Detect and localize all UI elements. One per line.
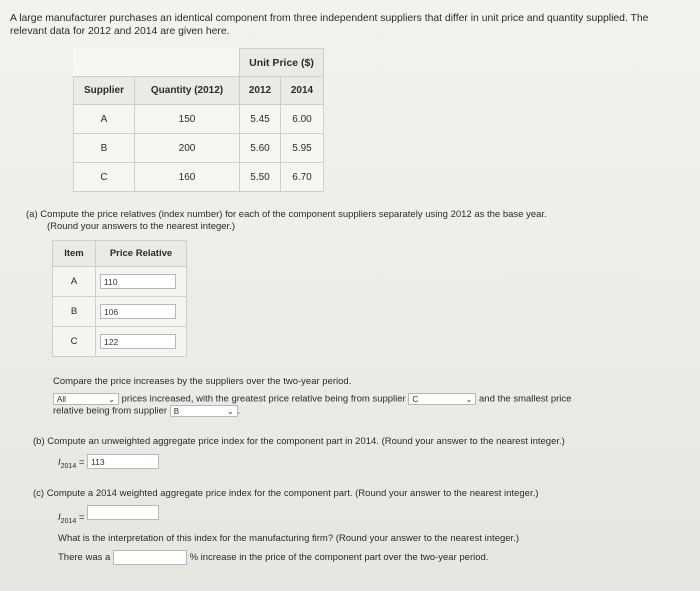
cell-price-2014: 6.70 [281, 163, 324, 192]
compare-line2-text: relative being from supplier [53, 405, 168, 417]
index-subscript: 2014 [60, 517, 77, 525]
supplier-table [73, 48, 324, 192]
cell-price-2012: 5.60 [240, 134, 281, 163]
header-quantity: Quantity (2012) [135, 77, 240, 105]
cell-price-2012: 5.45 [240, 105, 281, 134]
part-a-question [26, 209, 676, 233]
cell-item: B [53, 297, 96, 327]
price-relative-table [52, 240, 187, 357]
weighted-index-input[interactable] [87, 505, 159, 520]
equals-sign: = [78, 457, 85, 468]
cell-price-2012: 5.50 [240, 163, 281, 192]
price-relative-input-a[interactable]: 110 [100, 274, 176, 289]
part-b-question [33, 436, 683, 448]
cell-item: A [53, 267, 96, 297]
select-greatest-value: C [412, 395, 419, 404]
table-row [74, 105, 324, 134]
problem-intro: A large manufacturer purchases an identical component from three independent suppliers that differ in unit price and quantity supplied. The relevant data for 2012 and 2014 are given here. [10, 13, 649, 37]
index-subscript: 2014 [60, 462, 77, 470]
cell-price-2014: 5.95 [281, 134, 324, 163]
chevron-down-icon: ⌄ [227, 407, 234, 416]
select-greatest-dropdown[interactable] [408, 393, 476, 405]
part-c-label: (c) [33, 488, 45, 499]
table-row [53, 297, 187, 327]
header-2012: 2012 [240, 77, 281, 105]
compare-line2: relative being from supplier B ⌄ . [53, 405, 241, 417]
header-2014: 2014 [281, 77, 324, 105]
index-symbol: I [58, 457, 61, 468]
interpretation-answer-row [58, 550, 488, 565]
cell-supplier: C [74, 163, 135, 192]
table-row [53, 327, 187, 357]
table-row [74, 134, 324, 163]
part-a-question-text: Compute the price relatives (index number) for each of the component suppliers separately using 2012 as the base year. [40, 209, 547, 220]
index-symbol: I [58, 512, 61, 523]
compare-tail-text: and the smallest price [479, 393, 572, 405]
compare-mid-text: prices increased, with the greatest price relative being from supplier [121, 393, 406, 405]
part-c-question-text: Compute a 2014 weighted aggregate price index for the component part. (Round your answer to the nearest integer.) [46, 488, 539, 499]
part-b-label: (b) [33, 436, 45, 447]
table-row [53, 267, 187, 297]
cell-supplier: A [74, 105, 135, 134]
cell-supplier: B [74, 134, 135, 163]
unweighted-index-input[interactable]: 113 [87, 454, 159, 469]
interpretation-question: What is the interpretation of this index for the manufacturing firm? (Round your answer to the nearest integer.) [58, 533, 519, 544]
header-item: Item [53, 241, 96, 267]
chevron-down-icon: ⌄ [108, 395, 115, 404]
compare-text: Compare the price increases by the suppliers over the two-year period. [53, 376, 352, 387]
there-was-text: There was a [58, 552, 111, 564]
compare-sentence [53, 393, 693, 406]
price-relative-input-c[interactable]: 122 [100, 334, 176, 349]
price-relative-input-b[interactable]: 106 [100, 304, 176, 319]
cell-quantity: 150 [135, 105, 240, 134]
chevron-down-icon: ⌄ [465, 395, 473, 404]
cell-quantity: 200 [135, 134, 240, 163]
part-a-label: (a) [26, 209, 38, 220]
select-all-dropdown[interactable] [53, 393, 119, 405]
header-price-relative: Price Relative [96, 241, 187, 267]
part-b-question-text: Compute an unweighted aggregate price index for the component part in 2014. (Round your answer to the nearest integer.) [47, 436, 565, 447]
table-row [74, 163, 324, 192]
equals-sign: = [78, 512, 85, 523]
header-supplier: Supplier [74, 77, 135, 105]
cell-price-2014: 6.00 [281, 105, 324, 134]
part-b-answer-row [58, 454, 159, 473]
part-a-note: (Round your answers to the nearest integer.) [47, 221, 235, 232]
select-smallest-dropdown[interactable] [170, 405, 238, 417]
select-all-value: All [57, 395, 66, 404]
select-smallest-value: B [173, 407, 180, 416]
percent-increase-input[interactable] [113, 550, 187, 565]
part-c-answer-row [58, 505, 159, 528]
unit-price-header: Unit Price ($) [240, 49, 324, 77]
part-c-question [33, 488, 683, 500]
percent-increase-text: % increase in the price of the component part over the two-year period. [189, 552, 489, 564]
cell-quantity: 160 [135, 163, 240, 192]
cell-item: C [53, 327, 96, 357]
